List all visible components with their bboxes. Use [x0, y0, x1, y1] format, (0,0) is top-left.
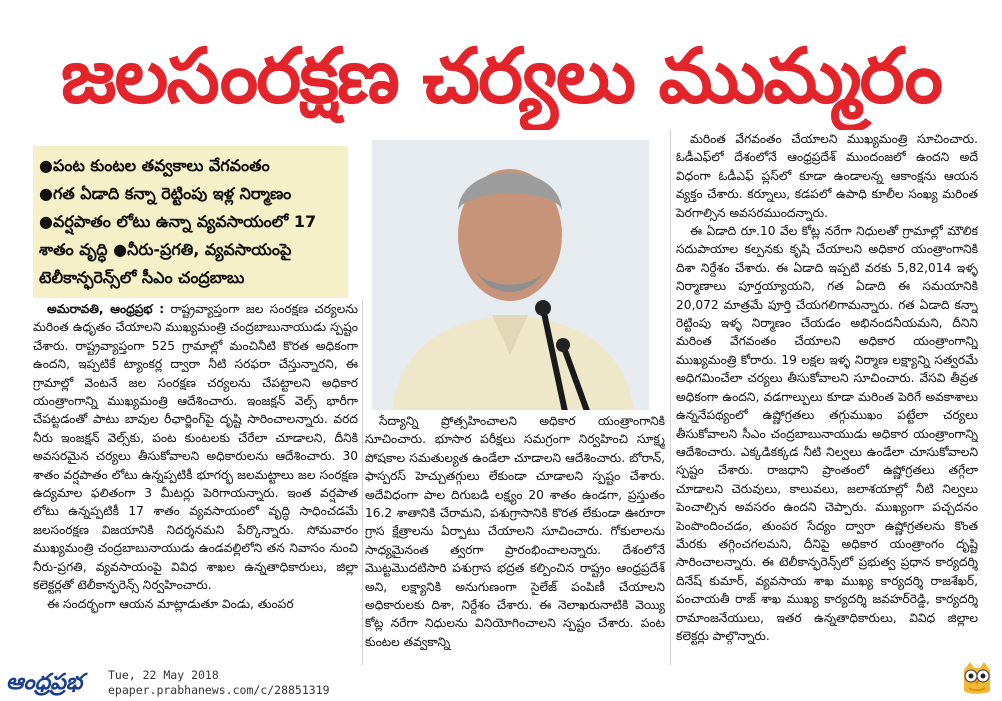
- article-column-2: [365, 412, 665, 662]
- footer-meta: [108, 668, 330, 698]
- article-column-3: [676, 130, 978, 670]
- epaper-url[interactable]: epaper.prabhanews.com/c/28851319: [108, 683, 330, 697]
- newspaper-logo[interactable]: ఆంధ్రప్రభ: [6, 670, 83, 695]
- portrait-photo-icon: [372, 140, 649, 410]
- portrait-photo-icon: [372, 140, 649, 410]
- article-paragraph: సేద్యాన్ని ప్రోత్సహించాలని అధికార యంత్రాంగానికి సూచించారు. భూసార పరీక్షలు సమగ్రంగా నిర్వహించి సూక్ష్మ పోషకాల సమతుల్యత ఉండేలా చూడాలని ఆదేశించారు. బోరాన్, ఫాస్పరస్ హెచ్చుతగ్గులు లేకుండా చూడాలని స్పష్టం చేశారు. అదేవిధంగా పాల దిగుబడి లక్ష్యం 20 శాతం ఉండగా, ప్రస్తుతం 16.2 శాతానికి చేరామని, పశుగ్రాసానికి కొరత లేకుండా ఊరూరా గ్రాస క్షేత్రాలను ఏర్పాటు చేయాలని సూచించారు. గోకులాలను సాధ్యమైనంత త్వరగా ప్రారంభించాలన్నారు. దేశంలోనే మొట్టమొదటిసారి పశుగ్రాస భద్రత కల్పించిన రాష్ట్రం ఆంధ్రప్రదేశ్ అని, లక్ష్యానికి అనుగుణంగా సైలేజ్ పంపిణీ చేయాలని అధికారులకు దిశా, నిర్దేశం చేశారు. ఈ నెలాఖరునాటికి వెయ్యి కోట్ల నరేగా నిధులను వినియోగించాలని స్పష్టం చేశారు. పంట కుంటల తవ్వకాన్ని: [365, 414, 665, 649]
- highlights-box: [33, 146, 348, 298]
- edition-date: Tue, 22 May 2018: [108, 668, 219, 682]
- article-paragraph: ఈ ఏడాది రూ.10 వేల కోట్ల నరేగా నిధులతో గ్రామాల్లో మౌలిక సదుపాయాల కల్పనకు కృషి చేయాలని అధికార యంత్రాంగానికి దిశా నిర్దేశం చేశారు. ఈ ఏడాది ఇప్పటి వరకు 5,82,014 ఇళ్ళ నిర్మాణాలు పూర్తయ్యాయని, గత ఏడాది ఈ సమయానికి 20,072 మాత్రమే పూర్తి చేయగలిగామన్నారు. గత ఏడాది కన్నా రెట్టింపు ఇళ్ళ నిర్మాణం చేయడం అభినందనీయమని, దీనిని మరింత వేగవంతం చేయాలని అధికార యంత్రాంగాన్ని ముఖ్యమంత్రి కోరారు. 19 లక్షల ఇళ్ళ నిర్మాణ లక్ష్యాన్ని సత్వరమే అధిగమించేలా చర్యలు తీసుకోవాలని సూచించారు. వేసవి తీవ్రత అధికంగా ఉందని, వడగాల్పులు కూడా మరింత పెరిగే అవకాశాలు ఉన్ననేపథ్యంలో ఉష్ణోగ్రతలు తగ్గుముఖం పట్టేలా చర్యలు తీసుకోవాలని సీఎం చంద్రబాబునాయుడు అధికార యంత్రాంగాన్ని ఆదేశించారు. ఎక్కడికక్కడ నీటి నిల్వలు ఉండేలా చూసుకోవాలని స్పష్టం చేశారు. రాజధాని ప్రాంతంలో ఉష్ణోగ్రతలు తగ్గేలా చూడాలని చెరువులు, కాలువలు, జలాశయాల్లో నీటి నిల్వలు పెంచాల్సిన అవసరం ఉందని చెప్పారు. ముఖ్యంగా పచ్చదనం పెంపొందించడం, తుంపర సేద్యం ద్వారా ఉష్ణోగ్రతలను కొంత మేరకు తగ్గించగలమని, దీనిపై అధికార యంత్రాంగం దృష్టి సారించాలన్నారు. ఈ టెలీకాన్ఫరెన్స్‌లో ప్రభుత్వ ప్రధాన కార్యదర్శి దినేష్ కుమార్, వ్యవసాయ శాఖ ముఖ్య కార్యదర్శి రాజశేఖర్, పంచాయతీ రాజ్ శాఖ ముఖ్య కార్యదర్శి జవహర్‌రెడ్డి, కార్యదర్శి రామాంజనేయులు, ఇతర ఉన్నతాధికారులు, వివిధ జిల్లాల కలెక్టర్లు పాల్గొన్నారు.: [676, 224, 978, 643]
- article-column-1: [33, 300, 358, 650]
- highlight-item: ●పంట కుంటల తవ్వకాలు వేగవంతం: [39, 156, 270, 175]
- highlight-item: ●గత ఏడాది కన్నా రెట్టింపు ఇళ్ల నిర్మాణం: [39, 184, 292, 203]
- article-paragraph: ఈ సందర్భంగా ఆయన మాట్లాడుతూ విండు, తుంపర: [47, 596, 294, 611]
- article-paragraph: మరింత వేగవంతం చేయాలని ముఖ్యమంత్రి సూచించారు. ఓడీఎఫ్‌లో దేశంలోనే ఆంధ్రప్రదేశ్ ముందంజలో ఉందని అదే విధంగా ఓడీఎఫ్ ప్లస్‌లో కూడా ఉండాలన్న ఆకాంక్షను ఆయన వ్యక్తం చేశారు. కర్నూలు, కడపలో ఉపాధి కూలీల సంఖ్య మరింత పెరగాల్సిన అవసరముందన్నారు.: [676, 132, 978, 220]
- highlight-item: ●వర్షపాతం లోటు ఉన్నా వ్యవసాయంలో 17 శాతం వృద్ధి ●నీరు-ప్రగతి, వ్యవసాయంపై టెలీకాన్ఫరెన్స్‌లో సీఎం చంద్రబాబు: [39, 212, 317, 287]
- owl-icon[interactable]: [960, 660, 994, 698]
- article-paragraph: రాష్ట్రవ్యాప్తంగా జల సంరక్షణ చర్యలను మరింత ఉధృతం చేయాలని ముఖ్యమంత్రి చంద్రబాబునాయుడు స్పష్టం చేశారు. రాష్ట్రవ్యాప్తంగా 525 గ్రామాల్లో మంచినీటి కొరత అధికంగా ఉందని, ఇప్పటికే ట్యాంకర్ల ద్వారా నీటి సరఫరా చేస్తున్నారని, ఈ గ్రామాల్లో వెంటనే జల సంరక్షణ చర్యలను చేపట్టాలని అధికార యంత్రాంగాన్ని ముఖ్యమంత్రి ఆదేశించారు. ఇంజక్షన్ వెల్స్ భారీగా చేపట్టడంతో పాటు బావుల రీఛార్జింగ్‌పై దృష్టి సారించాలన్నారు. వరద నీరు ఇంజక్షన్ వెల్స్‌కు, పంట కుంటలకు చేరేలా చూడాలని, దీనికి అవసరమైన చర్యలు తీసుకోవాలని అధికారులను ఆదేశించారు. 30 శాతం వర్షపాతం లోటు ఉన్నప్పటికీ భూగర్భ జలమట్టాలు జల సంరక్షణ ఉద్యమాల ఫలితంగా 3 మీటర్లు పెరిగాయన్నారు. ఇంత వర్షపాత లోటు ఉన్నప్పటికీ 17 శాతం వ్యవసాయంలో వృద్ధి సాధించడమే జలసంరక్షణ విజయానికి నిదర్శనమని పేర్కొన్నారు. సోమవారం ముఖ్యమంత్రి చంద్రబాబునాయుడు ఉండవల్లిలోని తన నివాసం నుంచి నీరు-ప్రగతి, వ్యవసాయంపై వివిధ శాఖల ఉన్నతాధికారులు, జిల్లా కలెక్టర్లతో టెలీకాన్ఫరెన్స్ నిర్వహించారు.: [33, 302, 358, 593]
- headline: జలసంరక్షణ చర్యలు ముమ్మరం: [60, 31, 942, 120]
- dateline: అమరావతి, ఆంధ్రప్రభ :: [47, 302, 165, 316]
